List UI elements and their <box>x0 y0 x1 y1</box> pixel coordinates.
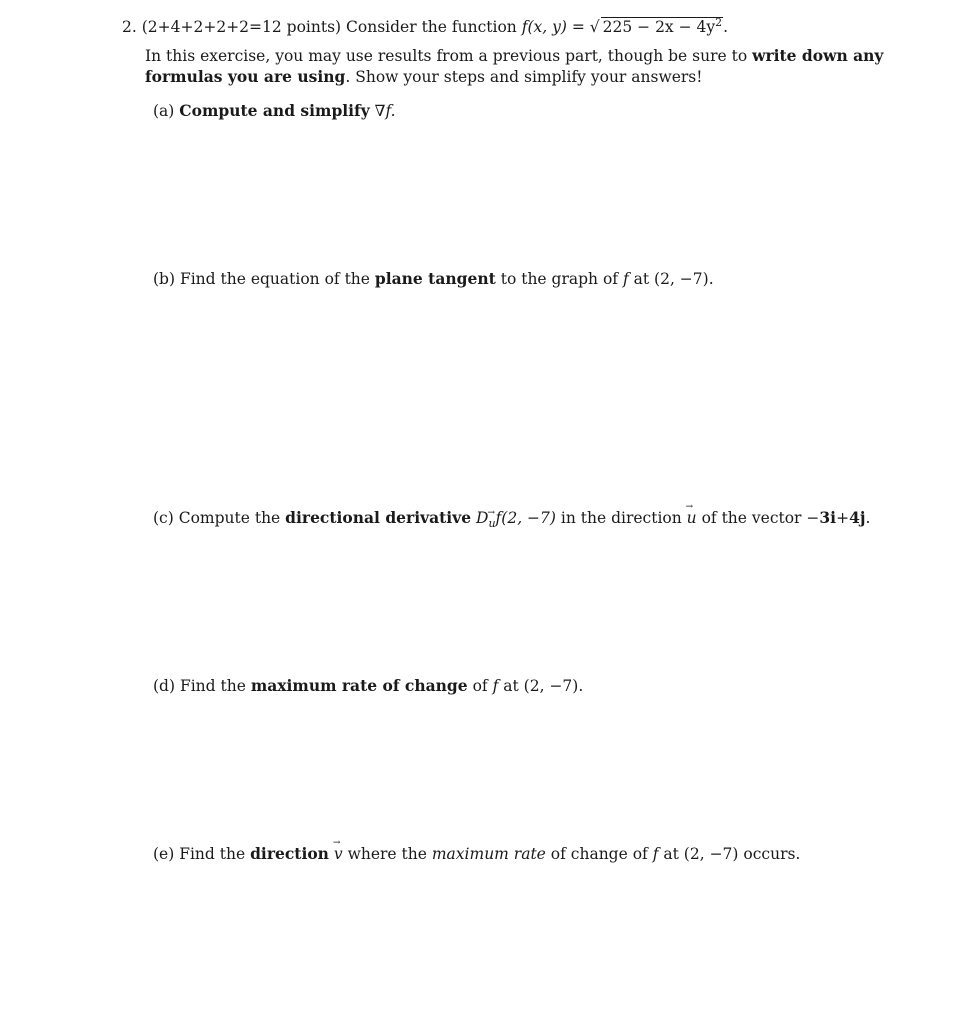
part-d-label: (d) <box>153 677 176 695</box>
part-d: (d) Find the maximum rate of change of f at (2, −7). <box>153 676 584 695</box>
problem-intro: Consider the function <box>346 18 517 36</box>
vector-v: → v <box>334 844 343 864</box>
part-a: (a) Compute and simplify ∇f. <box>153 101 396 120</box>
problem-header: 2. (2+4+2+2+2=12 points) Consider the function f(x, y) = √ $225 - 2x - 4y^2$. <box>122 15 729 36</box>
problem-points: (2+4+2+2+2=12 points) <box>141 18 342 36</box>
vector-u: → u <box>687 508 697 528</box>
part-b: (b) Find the equation of the plane tangent to the graph of f at (2, −7). <box>153 269 714 288</box>
directional-derivative-expr: $D_uf(2$, −7) <box>476 509 556 531</box>
instruction-line-1: In this exercise, you may use results from a previous part, though be sure to write down any <box>145 46 884 65</box>
part-e-label: (e) <box>153 845 175 863</box>
function-lhs: f(x, y) = <box>521 18 585 36</box>
part-b-label: (b) <box>153 270 176 288</box>
problem-number: 2. <box>122 18 137 36</box>
function-radicand: $225 - 2x - 4y^2$ <box>602 15 723 36</box>
part-a-label: (a) <box>153 102 175 120</box>
radical-sign: √ <box>589 18 600 36</box>
part-e: (e) Find the direction → v where the maximum rate of change of f at (2, −7) occurs. <box>153 844 800 864</box>
part-c-label: (c) <box>153 509 174 527</box>
instruction-line-2: formulas you are using. Show your steps and simplify your answers! <box>145 67 703 86</box>
part-c: (c) Compute the directional derivative $D_uf(2$, −7) in the direction → u of the vector −3i+4j. <box>153 508 870 528</box>
